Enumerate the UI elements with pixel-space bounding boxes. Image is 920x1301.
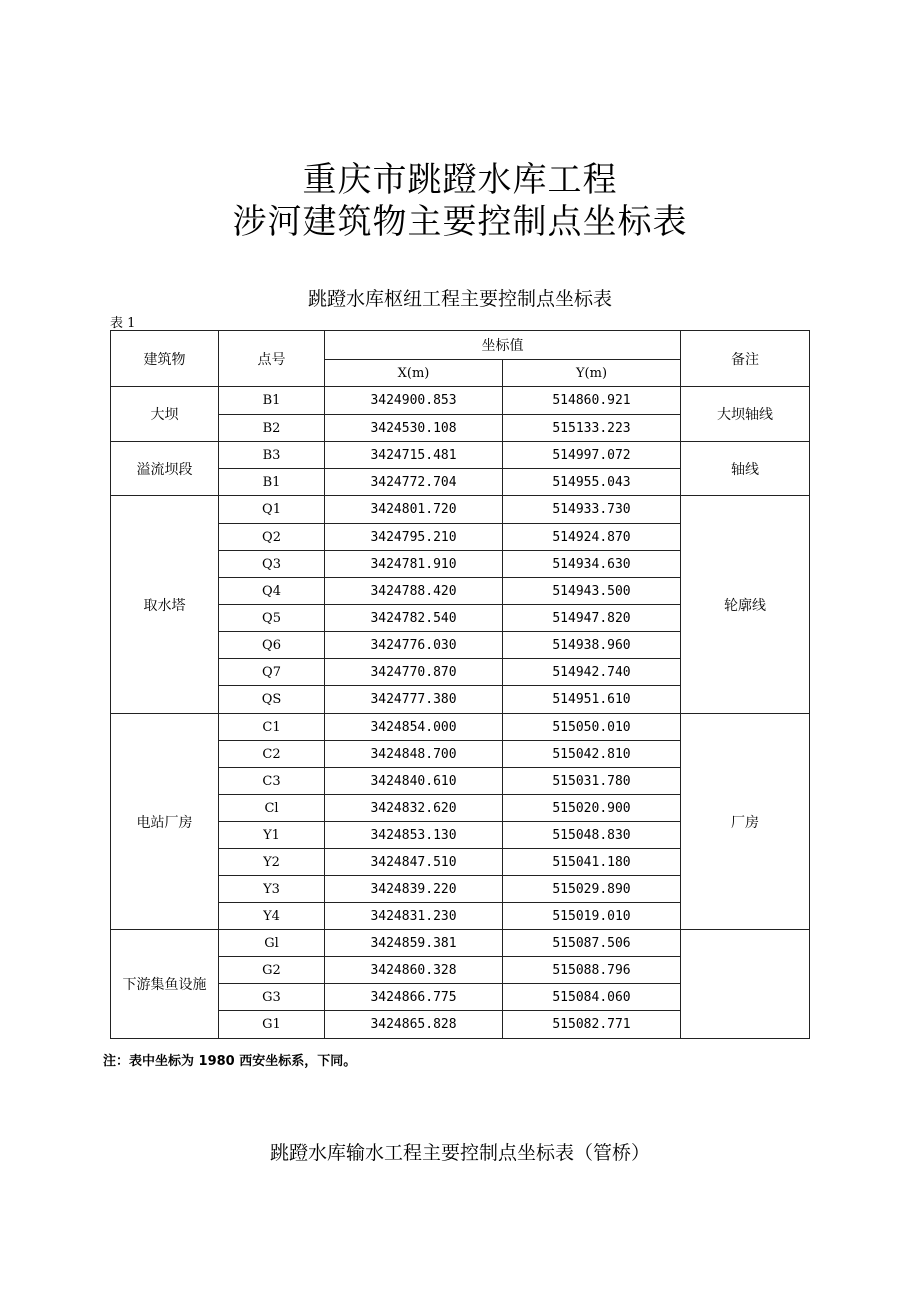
x-coordinate-cell: 3424801.720 bbox=[325, 496, 503, 524]
point-cell: Y3 bbox=[219, 876, 325, 903]
point-cell: B1 bbox=[219, 387, 325, 415]
x-coordinate-cell: 3424530.108 bbox=[325, 415, 503, 442]
point-cell: G1 bbox=[219, 1011, 325, 1039]
y-coordinate-cell: 515042.810 bbox=[503, 741, 681, 768]
table-row bbox=[111, 387, 810, 415]
building-cell: 电站厂房 bbox=[111, 714, 219, 930]
x-coordinate-cell: 3424781.910 bbox=[325, 551, 503, 578]
point-cell: C1 bbox=[219, 714, 325, 741]
y-coordinate-cell: 515133.223 bbox=[503, 415, 681, 442]
remark-cell: 轮廓线 bbox=[681, 496, 810, 714]
y-coordinate-cell: 515029.890 bbox=[503, 876, 681, 903]
header-building: 建筑物 bbox=[111, 331, 219, 387]
x-coordinate-cell: 3424860.328 bbox=[325, 957, 503, 984]
y-coordinate-cell: 514955.043 bbox=[503, 469, 681, 496]
point-cell: QS bbox=[219, 686, 325, 714]
y-coordinate-cell: 514933.730 bbox=[503, 496, 681, 524]
y-coordinate-cell: 515087.506 bbox=[503, 930, 681, 957]
section-title-hub: 跳蹬水库枢纽工程主要控制点坐标表 bbox=[307, 288, 612, 310]
header-remark: 备注 bbox=[681, 331, 810, 387]
y-coordinate-cell: 515084.060 bbox=[503, 984, 681, 1011]
y-coordinate-cell: 514938.960 bbox=[503, 632, 681, 659]
header-coordinate: 坐标值 bbox=[325, 331, 681, 360]
y-coordinate-cell: 514860.921 bbox=[503, 387, 681, 415]
table-row bbox=[111, 442, 810, 469]
table-row bbox=[111, 496, 810, 524]
x-coordinate-cell: 3424770.870 bbox=[325, 659, 503, 686]
x-coordinate-cell: 3424839.220 bbox=[325, 876, 503, 903]
y-coordinate-cell: 514942.740 bbox=[503, 659, 681, 686]
point-cell: C2 bbox=[219, 741, 325, 768]
header-y: Y(m) bbox=[503, 360, 681, 387]
coordinate-system-note: 注：表中坐标为 1980 西安坐标系，下同。 bbox=[103, 1054, 357, 1069]
x-coordinate-cell: 3424847.510 bbox=[325, 849, 503, 876]
point-cell: Y4 bbox=[219, 903, 325, 930]
x-coordinate-cell: 3424795.210 bbox=[325, 524, 503, 551]
x-coordinate-cell: 3424865.828 bbox=[325, 1011, 503, 1039]
x-coordinate-cell: 3424866.775 bbox=[325, 984, 503, 1011]
y-coordinate-cell: 515020.900 bbox=[503, 795, 681, 822]
y-coordinate-cell: 515082.771 bbox=[503, 1011, 681, 1039]
remark-cell: 轴线 bbox=[681, 442, 810, 496]
point-cell: Q6 bbox=[219, 632, 325, 659]
point-cell: Q2 bbox=[219, 524, 325, 551]
x-coordinate-cell: 3424859.381 bbox=[325, 930, 503, 957]
y-coordinate-cell: 515031.780 bbox=[503, 768, 681, 795]
document-title-line-2: 涉河建筑物主要控制点坐标表 bbox=[232, 202, 688, 242]
x-coordinate-cell: 3424782.540 bbox=[325, 605, 503, 632]
y-coordinate-cell: 514997.072 bbox=[503, 442, 681, 469]
building-cell: 下游集鱼设施 bbox=[111, 930, 219, 1039]
header-x: X(m) bbox=[325, 360, 503, 387]
table-row bbox=[111, 714, 810, 741]
y-coordinate-cell: 514951.610 bbox=[503, 686, 681, 714]
point-cell: Q1 bbox=[219, 496, 325, 524]
document-title-line-1: 重庆市跳蹬水库工程 bbox=[302, 160, 618, 200]
remark-cell: 大坝轴线 bbox=[681, 387, 810, 442]
point-cell: G2 bbox=[219, 957, 325, 984]
x-coordinate-cell: 3424840.610 bbox=[325, 768, 503, 795]
x-coordinate-cell: 3424848.700 bbox=[325, 741, 503, 768]
point-cell: Q5 bbox=[219, 605, 325, 632]
y-coordinate-cell: 515050.010 bbox=[503, 714, 681, 741]
x-coordinate-cell: 3424900.853 bbox=[325, 387, 503, 415]
y-coordinate-cell: 515041.180 bbox=[503, 849, 681, 876]
x-coordinate-cell: 3424772.704 bbox=[325, 469, 503, 496]
x-coordinate-cell: 3424854.000 bbox=[325, 714, 503, 741]
x-coordinate-cell: 3424788.420 bbox=[325, 578, 503, 605]
x-coordinate-cell: 3424853.130 bbox=[325, 822, 503, 849]
point-cell: B2 bbox=[219, 415, 325, 442]
point-cell: Cl bbox=[219, 795, 325, 822]
header-point: 点号 bbox=[219, 331, 325, 387]
remark-cell: 厂房 bbox=[681, 714, 810, 930]
x-coordinate-cell: 3424832.620 bbox=[325, 795, 503, 822]
y-coordinate-cell: 515019.010 bbox=[503, 903, 681, 930]
y-coordinate-cell: 514934.630 bbox=[503, 551, 681, 578]
point-cell: Gl bbox=[219, 930, 325, 957]
y-coordinate-cell: 514947.820 bbox=[503, 605, 681, 632]
point-cell: Y2 bbox=[219, 849, 325, 876]
point-cell: Q7 bbox=[219, 659, 325, 686]
point-cell: B3 bbox=[219, 442, 325, 469]
point-cell: C3 bbox=[219, 768, 325, 795]
building-cell: 大坝 bbox=[111, 387, 219, 442]
point-cell: G3 bbox=[219, 984, 325, 1011]
y-coordinate-cell: 514943.500 bbox=[503, 578, 681, 605]
x-coordinate-cell: 3424715.481 bbox=[325, 442, 503, 469]
x-coordinate-cell: 3424831.230 bbox=[325, 903, 503, 930]
section-title-pipe-bridge: 跳蹬水库输水工程主要控制点坐标表（管桥） bbox=[269, 1142, 650, 1164]
remark-cell bbox=[681, 930, 810, 1039]
point-cell: Y1 bbox=[219, 822, 325, 849]
building-cell: 溢流坝段 bbox=[111, 442, 219, 496]
x-coordinate-cell: 3424777.380 bbox=[325, 686, 503, 714]
x-coordinate-cell: 3424776.030 bbox=[325, 632, 503, 659]
building-cell: 取水塔 bbox=[111, 496, 219, 714]
y-coordinate-cell: 515088.796 bbox=[503, 957, 681, 984]
table-row bbox=[111, 930, 810, 957]
coordinate-table bbox=[110, 330, 810, 1039]
y-coordinate-cell: 515048.830 bbox=[503, 822, 681, 849]
point-cell: Q3 bbox=[219, 551, 325, 578]
table-number: 表 1 bbox=[110, 316, 136, 331]
point-cell: Q4 bbox=[219, 578, 325, 605]
y-coordinate-cell: 514924.870 bbox=[503, 524, 681, 551]
point-cell: B1 bbox=[219, 469, 325, 496]
